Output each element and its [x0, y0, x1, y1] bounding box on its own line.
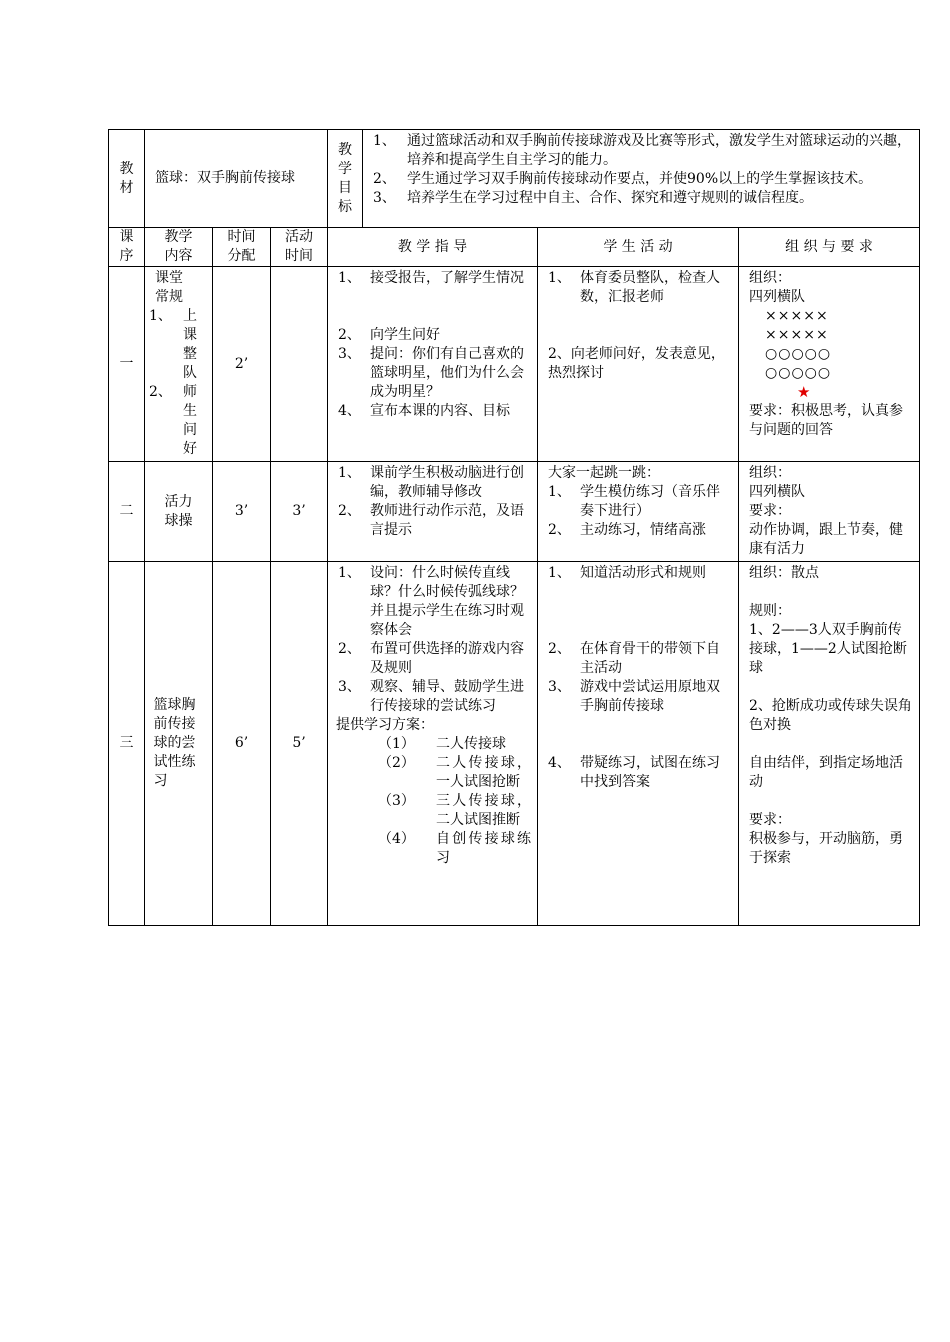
formation-line: ○○○○○	[765, 346, 832, 362]
teacher-star-icon: ★	[797, 383, 811, 401]
row-time-alloc: 3’	[213, 462, 271, 562]
col-time-alloc: 时间分配	[213, 228, 271, 267]
column-header-row	[109, 228, 920, 267]
row-student	[538, 562, 739, 926]
lesson-plan-page	[108, 129, 919, 926]
material-label: 教材	[109, 130, 145, 228]
goal-label: 教学目标	[328, 130, 363, 227]
list-item: 1、 知道活动形式和规则	[548, 565, 707, 581]
list-item: （4） 自创传接球练习	[378, 831, 532, 866]
goals-cell	[328, 130, 920, 228]
list-item: 1、 学生模仿练习（音乐伴奏下进行）	[548, 484, 721, 519]
row-guidance	[328, 462, 538, 562]
list-item: 2、 布置可供选择的游戏内容及规则	[338, 641, 525, 676]
row-guidance	[328, 267, 538, 462]
list-item: 1、 设问：什么时候传直线球？什么时候传弧线球？并且提示学生在练习时观察体会	[338, 565, 525, 638]
col-guidance: 教 学 指 导	[328, 228, 538, 267]
table-row	[109, 562, 920, 926]
list-item: 2、向老师问好，发表意见，热烈探讨	[548, 346, 725, 381]
row-organization: 组织： 四列横队 要求： 动作协调，跟上节奏，健康有活力	[739, 462, 920, 562]
row-order: 三	[109, 562, 145, 926]
col-student: 学 生 活 动	[538, 228, 739, 267]
row-time-alloc: 2’	[213, 267, 271, 462]
row-content: 活力球操	[145, 462, 213, 562]
plan-title: 提供学习方案：	[336, 717, 435, 733]
row-organization: 组织：散点 规则： 1、2——3人双手胸前传接球，1——2人试图抢断球 2、抢断成功或传球失误角色对换 自由结伴，到指定场地活动 要求： 积极参与，开动脑筋，勇于探索	[739, 562, 920, 926]
formation-line: ×××××	[765, 308, 829, 324]
goals-list	[363, 130, 919, 227]
table-row	[109, 267, 920, 462]
goal-item: 3、 培养学生在学习过程中自主、合作、探究和遵守规则的诚信程度。	[373, 190, 814, 206]
list-item: 3、 观察、辅导、鼓励学生进行传接球的尝试练习	[338, 679, 525, 714]
list-item: 4、 宣布本课的内容、目标	[338, 403, 511, 419]
col-organization: 组 织 与 要 求	[739, 228, 920, 267]
table-row	[109, 462, 920, 562]
row-order: 二	[109, 462, 145, 562]
list-item: 3、 提问：你们有自己喜欢的篮球明星，他们为什么会成为明星？	[338, 346, 525, 400]
row-student	[538, 267, 739, 462]
formation-line: ×××××	[765, 327, 829, 343]
list-item: 2、 教师进行动作示范，及语言提示	[338, 503, 525, 538]
material-value: 篮球：双手胸前传接球	[145, 130, 328, 228]
row-activity-time	[271, 267, 328, 462]
list-item: 1、 上课整队	[149, 308, 197, 381]
formation-line: ○○○○○	[765, 365, 832, 381]
list-item: 2、 主动练习，情绪高涨	[548, 522, 707, 538]
goal-item: 1、 通过篮球活动和双手胸前传接球游戏及比赛等形式，激发学生对篮球运动的兴趣，培养和提高学生自主学习的能力。	[373, 133, 912, 168]
row-content: 篮球胸前传接球的尝试性练习	[145, 562, 213, 926]
list-item: （1） 二人传接球	[378, 736, 507, 752]
lesson-plan-table	[108, 129, 920, 926]
list-item: 2、 师生问好	[149, 384, 197, 457]
goal-item: 2、 学生通过学习双手胸前传接球动作要点，并使90%以上的学生掌握该技术。	[373, 171, 873, 187]
list-item: 2、 向学生问好	[338, 327, 441, 343]
col-content: 教学内容	[145, 228, 213, 267]
list-item: 1、 接受报告，了解学生情况	[338, 270, 525, 286]
list-item: 2、 在体育骨干的带领下自主活动	[548, 641, 721, 676]
row-student: 大家一起跳一跳： 1、 学生模仿练习（音乐伴奏下进行） 2、 主动练习，情绪高涨	[538, 462, 739, 562]
list-item: 3、 游戏中尝试运用原地双手胸前传接球	[548, 679, 721, 714]
list-item: 1、 体育委员整队，检查人数，汇报老师	[548, 270, 721, 305]
header-row	[109, 130, 920, 228]
row-time-alloc: 6’	[213, 562, 271, 926]
row-order: 一	[109, 267, 145, 462]
col-activity-time: 活动时间	[271, 228, 328, 267]
row-activity-time: 5’	[271, 562, 328, 926]
row-content: 课堂常规 1、 上课整队 2、 师生问好	[145, 267, 213, 462]
list-item: 1、 课前学生积极动脑进行创编，教师辅导修改	[338, 465, 525, 500]
row-organization: 组织： 四列横队 ××××× ××××× ○○○○○ ○○○○○ ★ 要求：积极思考，认真参与问题的回答	[739, 267, 920, 462]
list-item: （3） 三人传接球，二人试图推断	[378, 793, 532, 828]
list-item: （2） 二人传接球，一人试图抢断	[378, 755, 532, 790]
list-item: 4、 带疑练习，试图在练习中找到答案	[548, 755, 721, 790]
row-guidance	[328, 562, 538, 926]
col-order: 课序	[109, 228, 145, 267]
row-activity-time: 3’	[271, 462, 328, 562]
